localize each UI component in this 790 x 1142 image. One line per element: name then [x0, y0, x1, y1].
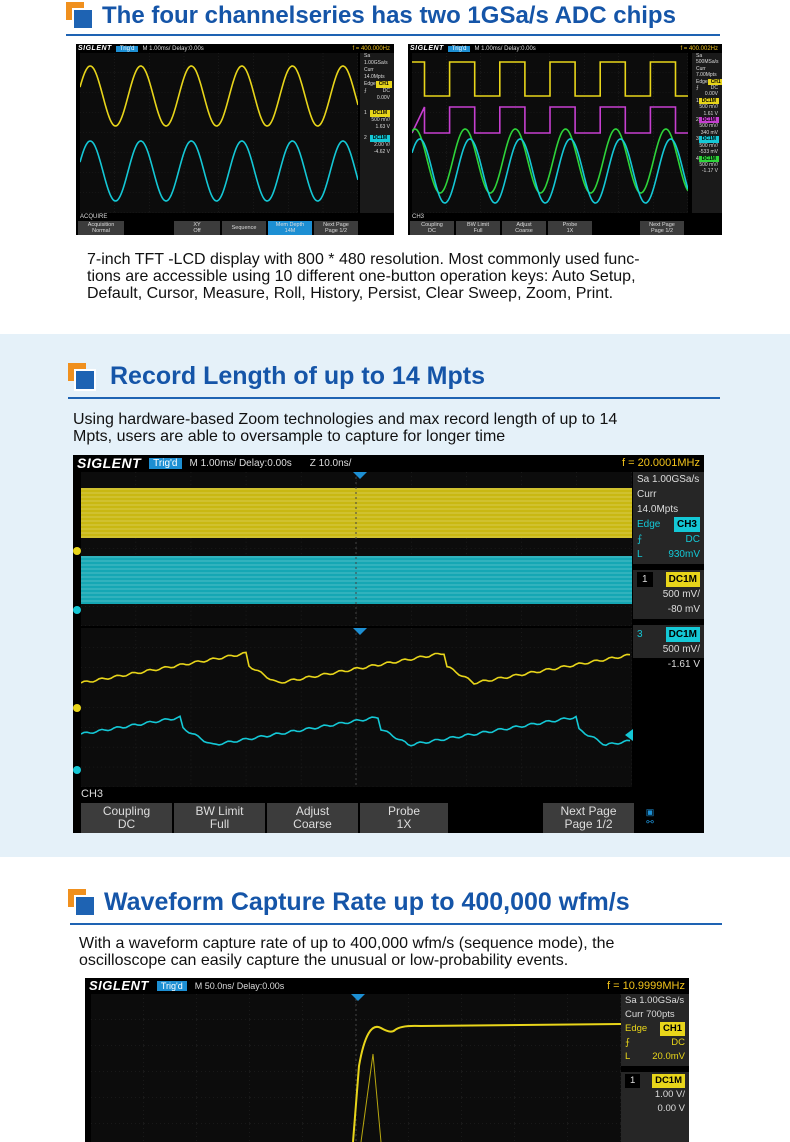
- section1-description: 7-inch TFT -LCD display with 800 * 480 resolution. Most commonly used func- tions are accessible using 10 different one-button operation keys: Auto Setup, Default, Cursor, Measure, Roll, History, Persist, Clear Sweep, Zoom, Print.: [87, 251, 640, 302]
- trig-status: Trig'd: [149, 458, 181, 469]
- ch1-number: 1: [364, 110, 367, 116]
- zoom-waveform-window: [81, 628, 632, 787]
- ch3-zoom-ground-marker: [73, 766, 81, 774]
- trig-status: Trig'd: [157, 981, 187, 991]
- ch1-coupling-tag: DC1M: [652, 1074, 685, 1088]
- record-length: Curr 7.00Mpts: [696, 65, 717, 79]
- softkey-coupling[interactable]: Coupling DC: [410, 221, 456, 235]
- softkey-next-page[interactable]: Next Page Page 1/2: [314, 221, 360, 235]
- softkey-menu: [408, 221, 722, 235]
- timebase-readout: M 1.00ms/ Delay:0.00s: [189, 457, 292, 469]
- sample-rate: Sa 500MSa/s: [696, 53, 719, 66]
- section2-title: [68, 362, 485, 391]
- frequency-readout: f = 400.000Hz: [352, 45, 390, 52]
- menu-header: CH3: [412, 214, 425, 220]
- softkey-bw-limit[interactable]: BW Limit Full: [456, 221, 502, 235]
- network-status-icon: ▣ ⚯: [636, 803, 666, 833]
- section3-title: [68, 888, 630, 917]
- trigger-position-marker: [351, 994, 365, 1001]
- trigger-type: Edge: [637, 519, 661, 530]
- ch3-coupling-tag: DC1M: [666, 627, 700, 642]
- softkey-acquisition[interactable]: Acquisition Normal: [78, 221, 126, 235]
- main-waveform-window: [81, 472, 632, 626]
- ch3-number: 3: [637, 629, 643, 640]
- softkey-blank[interactable]: [450, 803, 543, 833]
- softkey-adjust[interactable]: Adjust Coarse: [267, 803, 360, 833]
- ch1-ground-marker: [73, 547, 81, 555]
- sample-rate: Sa 1.00GSa/s: [625, 995, 685, 1006]
- softkey-coupling[interactable]: Coupling DC: [81, 803, 174, 833]
- ch1-number: 1: [637, 572, 653, 587]
- siglent-logo: SIGLENT: [78, 45, 112, 52]
- siglent-logo: SIGLENT: [77, 455, 142, 471]
- ch3-offset: -1.61 V: [667, 659, 700, 670]
- ch2-offset: -4.62 V: [373, 149, 390, 155]
- trig-status: Trig'd: [116, 46, 139, 52]
- right-info-panel: [633, 472, 704, 670]
- square-bullet-icon: [68, 889, 96, 917]
- section3-description: With a waveform capture rate of up to 400,000 wfm/s (sequence mode), the oscilloscope can easily capture the unusual or low-probability events.: [79, 935, 615, 969]
- trigger-level: 0.00V: [376, 95, 390, 101]
- ch1-offset: 0.00 V: [657, 1103, 685, 1114]
- ch2-number: 2: [364, 135, 367, 141]
- trigger-coupling: DC: [710, 85, 718, 92]
- record-length: Curr 14.0Mpts: [364, 67, 385, 80]
- section2-title-text: Record Length of up to 14 Mpts: [110, 362, 485, 390]
- right-info-panel: [621, 994, 689, 1142]
- ch2-scale: 2.00 V/: [374, 142, 390, 148]
- softkey-menu: [76, 221, 394, 235]
- scope-screen-left: [76, 44, 394, 235]
- trigger-position-marker: [353, 472, 367, 479]
- main-waveform-plot: [81, 472, 632, 626]
- right-info-panel: [360, 53, 394, 213]
- trigger-level: 20.0mV: [652, 1051, 685, 1062]
- timebase-readout: M 1.00ms/ Delay:0.00s: [142, 45, 204, 52]
- siglent-logo: SIGLENT: [410, 45, 444, 52]
- record-length: Curr 700pts: [625, 1009, 675, 1020]
- softkey-xy[interactable]: XY Off: [174, 221, 222, 235]
- trigger-type: Edge: [364, 81, 376, 87]
- ch3-scale: 500 mV/: [662, 644, 700, 655]
- zoom-waveform-plot: [81, 628, 632, 787]
- timebase-readout: M 1.00ms/ Delay:0.00s: [474, 45, 536, 52]
- waveform-plot: [412, 53, 688, 213]
- rising-edge-icon: ⨍: [637, 534, 643, 545]
- softkey-adjust[interactable]: Adjust Coarse: [502, 221, 548, 235]
- trigger-level-label: L: [625, 1051, 631, 1062]
- ch1-zoom-ground-marker: [73, 704, 81, 712]
- softkey-sequence[interactable]: Sequence: [222, 221, 268, 235]
- right-info-panel: Sa 500MSa/s Curr 7.00Mpts Edge CH1 ⨍ DC 0.00V 1 DC1M 500 mV/ 1.61 V 2 DC1M 500 mV/ 340 mV 3 DC1M 500 mV/ -533 mV 4 DC1M 500 mV/ -1.17 V: [692, 53, 722, 213]
- record-length: Curr 14.0Mpts: [637, 489, 679, 515]
- ch2-coupling-tag: DC1M: [370, 135, 390, 142]
- ch1-offset: 1.63 V: [375, 124, 390, 130]
- trigger-channel: CH1: [660, 1022, 685, 1036]
- square-bullet-icon: [66, 2, 94, 30]
- section1-title-text: The four channelseries has two 1GSa/s ADC chips: [102, 2, 676, 29]
- rising-edge-icon: ⨍: [625, 1037, 630, 1048]
- softkey-mem-depth[interactable]: Mem Depth 14M: [268, 221, 314, 235]
- waveform-grid: [412, 53, 688, 213]
- trigger-level-label: L: [637, 549, 643, 560]
- softkey-next-page[interactable]: Next Page Page 1/2: [543, 803, 636, 833]
- softkey-menu: [73, 803, 704, 833]
- trigger-level: 930mV: [668, 549, 700, 560]
- square-bullet-icon: [68, 363, 96, 391]
- ch1-offset: -80 mV: [667, 604, 700, 615]
- scope-screen-zoom: [73, 455, 704, 833]
- softkey-blank[interactable]: [594, 221, 640, 235]
- trigger-coupling: DC: [382, 88, 390, 94]
- trigger-level: 0.00V: [704, 91, 718, 98]
- scope-screen-right: [408, 44, 722, 235]
- ch3-ground-marker: [73, 606, 81, 614]
- trigger-channel: CH1: [708, 79, 722, 85]
- zoom-trigger-marker: [353, 628, 367, 635]
- frequency-readout: f = 10.9999MHz: [607, 979, 685, 992]
- trigger-type: Edge: [696, 78, 708, 85]
- frequency-readout: f = 400.002Hz: [680, 45, 718, 52]
- section1-underline: [66, 34, 720, 36]
- softkey-bw-limit[interactable]: BW Limit Full: [174, 803, 267, 833]
- section3-title-text: Waveform Capture Rate up to 400,000 wfm/s: [104, 888, 630, 916]
- menu-header: CH3: [81, 788, 104, 800]
- trigger-level-marker: [625, 729, 633, 741]
- ch1-scale: 500 mV/: [371, 117, 390, 123]
- trigger-coupling: DC: [671, 1037, 685, 1048]
- softkey-next-page[interactable]: Next Page Page 1/2: [640, 221, 686, 235]
- menu-header: ACQUIRE: [80, 214, 108, 220]
- section3-underline: [70, 923, 722, 925]
- softkey-probe[interactable]: Probe 1X: [548, 221, 594, 235]
- softkey-probe[interactable]: Probe 1X: [360, 803, 450, 833]
- waveform-plot: [91, 994, 621, 1142]
- softkey-placeholder[interactable]: [126, 221, 174, 235]
- ch1-number: 1: [625, 1074, 640, 1088]
- sample-rate: Sa 1.00GSa/s: [637, 474, 700, 485]
- waveform-grid: [80, 53, 358, 213]
- ch1-scale: 500 mV/: [662, 589, 700, 600]
- frequency-readout: f = 20.0001MHz: [622, 457, 700, 469]
- trig-status: Trig'd: [448, 46, 471, 52]
- section2-underline: [68, 397, 720, 399]
- zoom-timebase-readout: Z 10.0ns/: [309, 457, 352, 469]
- trigger-channel: CH1: [376, 81, 392, 88]
- trigger-channel: CH3: [674, 517, 700, 532]
- trigger-type: Edge: [625, 1023, 648, 1034]
- section2-description: Using hardware-based Zoom technologies and max record length of up to 14 Mpts, users are able to oversample to capture for longer time: [73, 411, 618, 445]
- timebase-readout: M 50.0ns/ Delay:0.00s: [194, 980, 285, 991]
- waveform-plot: [80, 53, 358, 213]
- ch1-scale: 1.00 V/: [654, 1089, 685, 1100]
- rising-edge-icon: ⨍: [364, 88, 367, 94]
- scope-screen-capture: [85, 978, 689, 1142]
- ch1-coupling-tag: DC1M: [370, 110, 390, 117]
- section1-title: [66, 2, 676, 30]
- waveform-grid: [91, 994, 621, 1142]
- sample-rate: Sa 1.00GSa/s: [364, 53, 388, 66]
- trigger-coupling: DC: [685, 534, 700, 545]
- siglent-logo: SIGLENT: [89, 978, 149, 993]
- ch1-coupling-tag: DC1M: [666, 572, 700, 587]
- rising-edge-icon: ⨍: [696, 85, 699, 92]
